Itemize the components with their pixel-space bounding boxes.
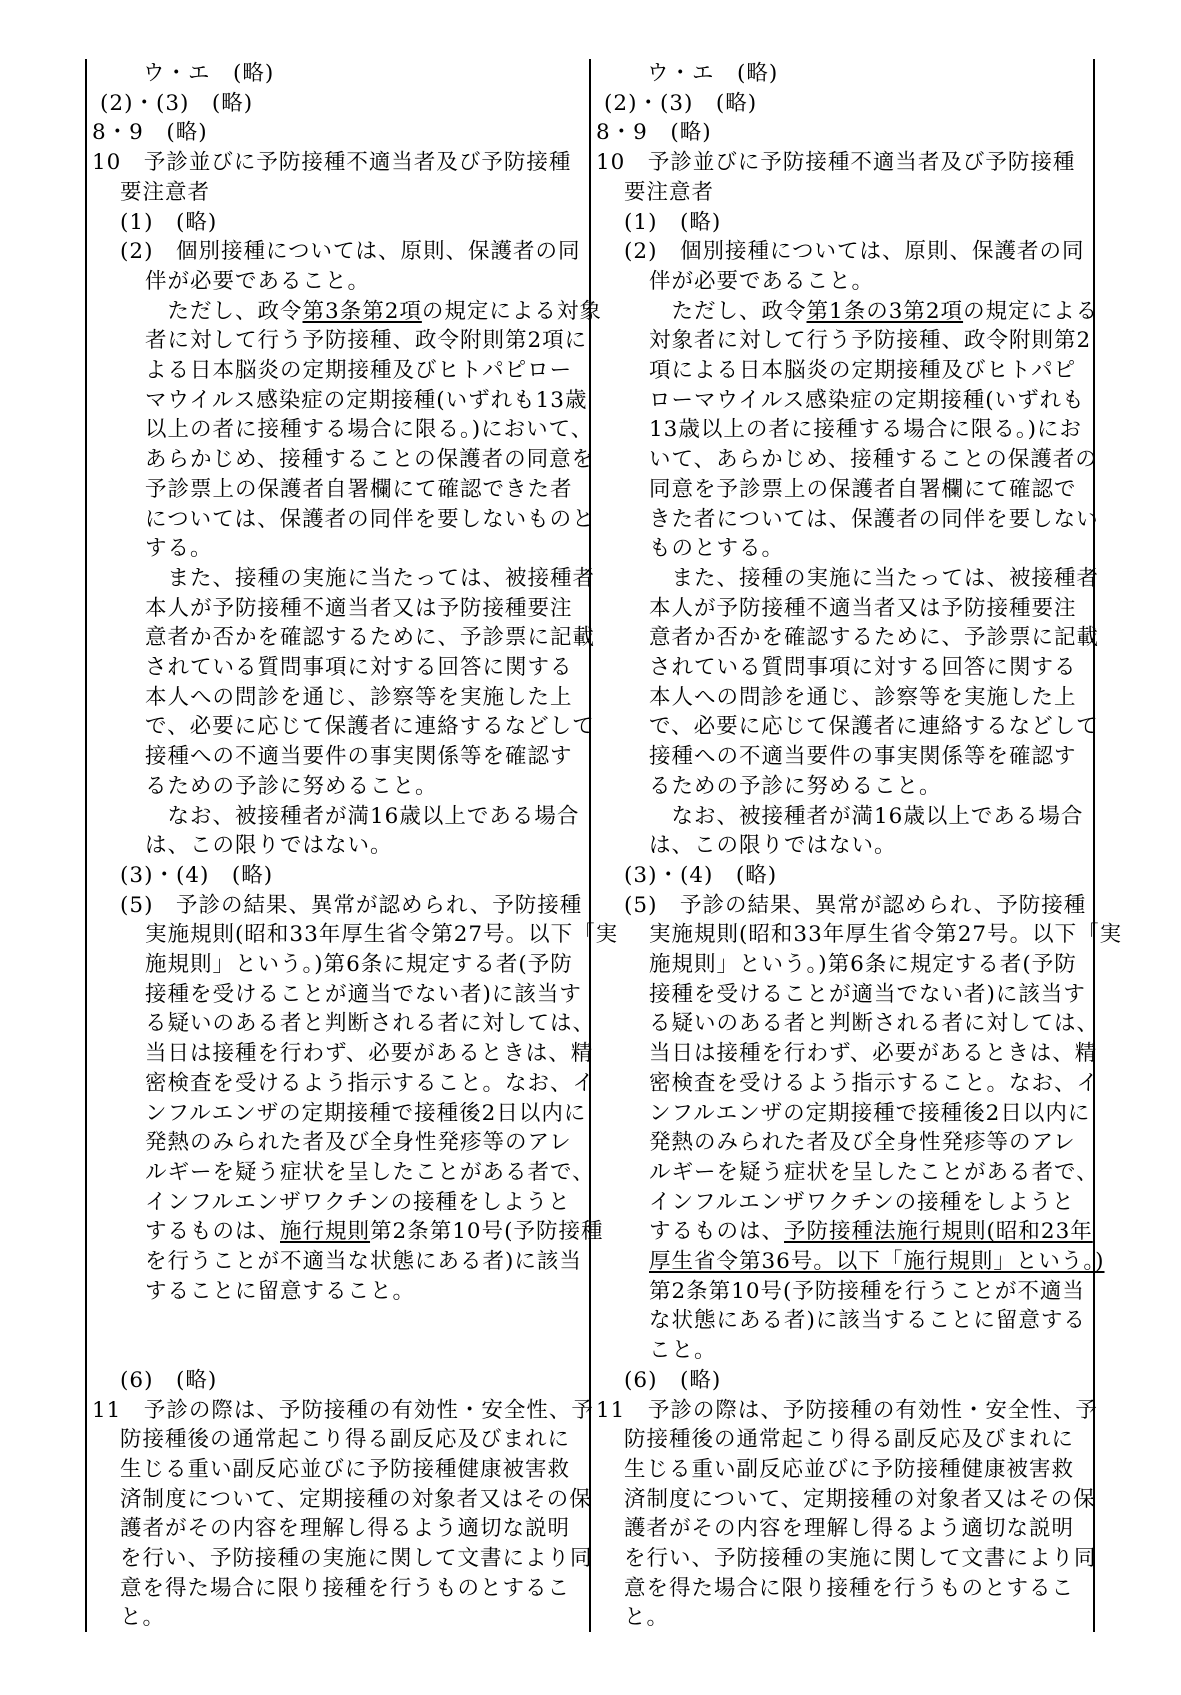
amended-text: 施行規則 — [280, 1219, 371, 1245]
text-line: 接種を受けることが適当でない者)に該当す — [145, 981, 582, 1007]
text-line: 要注意者 — [624, 179, 715, 205]
text-line: なお、被接種者が満16歳以上である場合 — [145, 803, 580, 829]
text-line: (2)・(3) (略) — [604, 90, 758, 116]
text-line: な状態にある者)に該当することに留意する — [649, 1308, 1086, 1334]
text-line: 11 予診の際は、予防接種の有効性・安全性、予 — [596, 1397, 1098, 1423]
text-line: ンフルエンザの定期接種で接種後2日以内に — [145, 1100, 587, 1126]
text-line: 8・9 (略) — [92, 120, 208, 146]
text-line: るための予診に努めること。 — [145, 773, 438, 799]
text-line: 8・9 (略) — [596, 120, 712, 146]
amended-text: 第3条第2項 — [302, 298, 422, 324]
text-line: 要注意者 — [120, 179, 211, 205]
text-line: 接種への不適当要件の事実関係等を確認す — [145, 744, 573, 770]
text-line: インフルエンザワクチンの接種をしようと — [145, 1189, 571, 1215]
amended-text: 予防接種法施行規則(昭和23年 — [784, 1219, 1093, 1245]
text-line: る疑いのある者と判断される者に対しては、 — [649, 1011, 1100, 1037]
text-line — [145, 1217, 603, 1247]
text-line: こと。 — [649, 1338, 717, 1364]
text-line: 発熱のみられた者及び全身性発疹等のアレ — [145, 1130, 572, 1156]
text-line: 第2条第10号(予防接種を行うことが不適当 — [649, 1278, 1085, 1304]
text-line: で、必要に応じて保護者に連絡するなどして — [649, 714, 1099, 740]
text-line: 対象者に対して行う予防接種、政令附則第2 — [649, 328, 1092, 354]
text-line: 10 予診並びに予防接種不適当者及び予防接種 — [92, 150, 572, 176]
text-line: 接種を受けることが適当でない者)に該当す — [649, 981, 1086, 1007]
text-line: と。 — [624, 1605, 670, 1631]
text-line: インフルエンザワクチンの接種をしようと — [649, 1189, 1075, 1215]
text-line: 実施規則(昭和33年厚生省令第27号。以下「実 — [649, 922, 1123, 948]
text-segment: ただし、政令 — [145, 298, 303, 324]
text-line: 項による日本脳炎の定期接種及びヒトパピ — [649, 358, 1077, 383]
text-line: きた者については、保護者の同伴を要しない — [649, 506, 1099, 532]
text-line: 意者か否かを確認するために、予診票に記載 — [649, 625, 1100, 651]
text-line: ものとする。 — [649, 536, 785, 562]
text-line: で、必要に応じて保護者に連絡するなどして — [145, 714, 595, 740]
text-line: 施規則」という。)第6条に規定する者(予防 — [145, 952, 573, 977]
text-line: 済制度について、定期接種の対象者又はその保 — [624, 1486, 1096, 1512]
text-line: することに留意すること。 — [145, 1278, 416, 1304]
text-line: 伴が必要であること。 — [145, 268, 371, 294]
text-line: る疑いのある者と判断される者に対しては、 — [145, 1011, 596, 1037]
text-line: 同意を予診票上の保護者自署欄にて確認で — [649, 476, 1077, 502]
text-line: ンフルエンザの定期接種で接種後2日以内に — [649, 1100, 1091, 1126]
text-line: 意を得た場合に限り接種を行うものとするこ — [120, 1575, 571, 1601]
text-line: るための予診に努めること。 — [649, 773, 942, 799]
text-line: (1) (略) — [624, 209, 722, 235]
text-line: を行うことが不適当な状態にある者)に該当 — [145, 1249, 582, 1274]
text-line: は、この限りではない。 — [145, 833, 393, 859]
text-line — [649, 297, 1098, 327]
text-line: いて、あらかじめ、接種することの保護者の — [649, 447, 1098, 473]
text-line: 意を得た場合に限り接種を行うものとするこ — [624, 1575, 1075, 1601]
text-line: 護者がその内容を理解し得るよう適切な説明 — [120, 1516, 571, 1542]
text-line: を行い、予防接種の実施に関して文書により同 — [624, 1546, 1097, 1571]
text-line: 意者か否かを確認するために、予診票に記載 — [145, 625, 596, 651]
text-line: 本人への問診を通じ、診察等を実施した上 — [145, 684, 573, 710]
text-line: ルギーを疑う症状を呈したことがある者で、 — [145, 1159, 595, 1185]
text-line: 生じる重い副反応並びに予防接種健康被害救 — [120, 1456, 571, 1482]
text-line: ウ・エ (略) — [647, 61, 779, 86]
text-line — [145, 297, 602, 327]
text-line: 護者がその内容を理解し得るよう適切な説明 — [624, 1516, 1075, 1542]
text-line: マウイルス感染症の定期接種(いずれも13歳 — [145, 387, 588, 413]
left-column-border — [85, 59, 87, 1632]
text-line: 本人が予防接種不適当者又は予防接種要注 — [649, 595, 1077, 621]
text-line: 者に対して行う予防接種、政令附則第2項に — [145, 328, 588, 354]
text-line — [649, 1247, 1105, 1277]
text-line: 密検査を受けるよう指示すること。なお、イ — [145, 1070, 596, 1096]
text-line: 13歳以上の者に接種する場合に限る。)にお — [649, 417, 1082, 443]
text-line: (6) (略) — [624, 1367, 722, 1393]
text-line: 11 予診の際は、予防接種の有効性・安全性、予 — [92, 1397, 594, 1423]
text-segment: の規定による対象 — [421, 298, 602, 324]
text-line: 予診票上の保護者自署欄にて確認できた者 — [145, 476, 573, 502]
text-line: されている質問事項に対する回答に関する — [649, 655, 1077, 680]
text-line: 密検査を受けるよう指示すること。なお、イ — [649, 1070, 1100, 1096]
text-segment: するものは、 — [145, 1219, 281, 1245]
text-line: 本人が予防接種不適当者又は予防接種要注 — [145, 595, 573, 621]
text-line: は、この限りではない。 — [649, 833, 897, 859]
text-line: 生じる重い副反応並びに予防接種健康被害救 — [624, 1456, 1075, 1482]
text-line: 済制度について、定期接種の対象者又はその保 — [120, 1486, 592, 1512]
text-line: ウ・エ (略) — [143, 61, 275, 86]
text-line: 接種への不適当要件の事実関係等を確認す — [649, 744, 1077, 770]
text-line: なお、被接種者が満16歳以上である場合 — [649, 803, 1084, 829]
text-line: (1) (略) — [120, 209, 218, 235]
text-line: 伴が必要であること。 — [649, 268, 875, 294]
text-line: ローマウイルス感染症の定期接種(いずれも — [649, 387, 1085, 413]
text-line: 防接種後の通常起こり得る副反応及びまれに — [120, 1427, 571, 1453]
text-segment: の規定による — [963, 298, 1099, 324]
text-line: (6) (略) — [120, 1367, 218, 1393]
text-line: (5) 予診の結果、異常が認められ、予防接種 — [624, 892, 1087, 918]
text-line: を行い、予防接種の実施に関して文書により同 — [120, 1546, 593, 1571]
text-line: (3)・(4) (略) — [624, 862, 778, 888]
text-line: と。 — [120, 1605, 166, 1631]
text-line: (3)・(4) (略) — [120, 862, 274, 888]
text-line: 当日は接種を行わず、必要があるときは、精 — [145, 1041, 594, 1067]
text-line: よる日本脳炎の定期接種及びヒトパピロー — [145, 358, 573, 383]
text-line: (2) 個別接種については、原則、保護者の同 — [120, 239, 581, 265]
text-segment: 第2条第10号(予防接種 — [370, 1219, 604, 1245]
amended-text: 第1条の3第2項 — [806, 298, 964, 324]
text-line: されている質問事項に対する回答に関する — [145, 655, 573, 680]
text-line: ルギーを疑う症状を呈したことがある者で、 — [649, 1159, 1099, 1185]
text-segment: するものは、 — [649, 1219, 785, 1245]
text-line: 発熱のみられた者及び全身性発疹等のアレ — [649, 1130, 1076, 1156]
text-line: 以上の者に接種する場合に限る。)において、 — [145, 417, 594, 443]
text-line: 当日は接種を行わず、必要があるときは、精 — [649, 1041, 1098, 1067]
text-line: 実施規則(昭和33年厚生省令第27号。以下「実 — [145, 922, 619, 948]
text-line: また、接種の実施に当たっては、被接種者 — [145, 565, 596, 591]
text-line: 10 予診並びに予防接種不適当者及び予防接種 — [596, 150, 1076, 176]
text-line: については、保護者の同伴を要しないものと — [145, 506, 595, 532]
text-line: 本人への問診を通じ、診察等を実施した上 — [649, 684, 1077, 710]
text-line: する。 — [145, 536, 213, 562]
text-line: 施規則」という。)第6条に規定する者(予防 — [649, 952, 1077, 977]
text-line: (5) 予診の結果、異常が認められ、予防接種 — [120, 892, 583, 918]
amended-text: 厚生省令第36号。以下「施行規則」という。) — [649, 1249, 1105, 1274]
text-line: また、接種の実施に当たっては、被接種者 — [649, 565, 1100, 591]
text-line — [649, 1217, 1093, 1247]
text-segment: ただし、政令 — [649, 298, 807, 324]
text-line: 防接種後の通常起こり得る副反応及びまれに — [624, 1427, 1075, 1453]
text-line: (2)・(3) (略) — [100, 90, 254, 116]
text-line: (2) 個別接種については、原則、保護者の同 — [624, 239, 1085, 265]
text-line: あらかじめ、接種することの保護者の同意を — [145, 447, 595, 473]
